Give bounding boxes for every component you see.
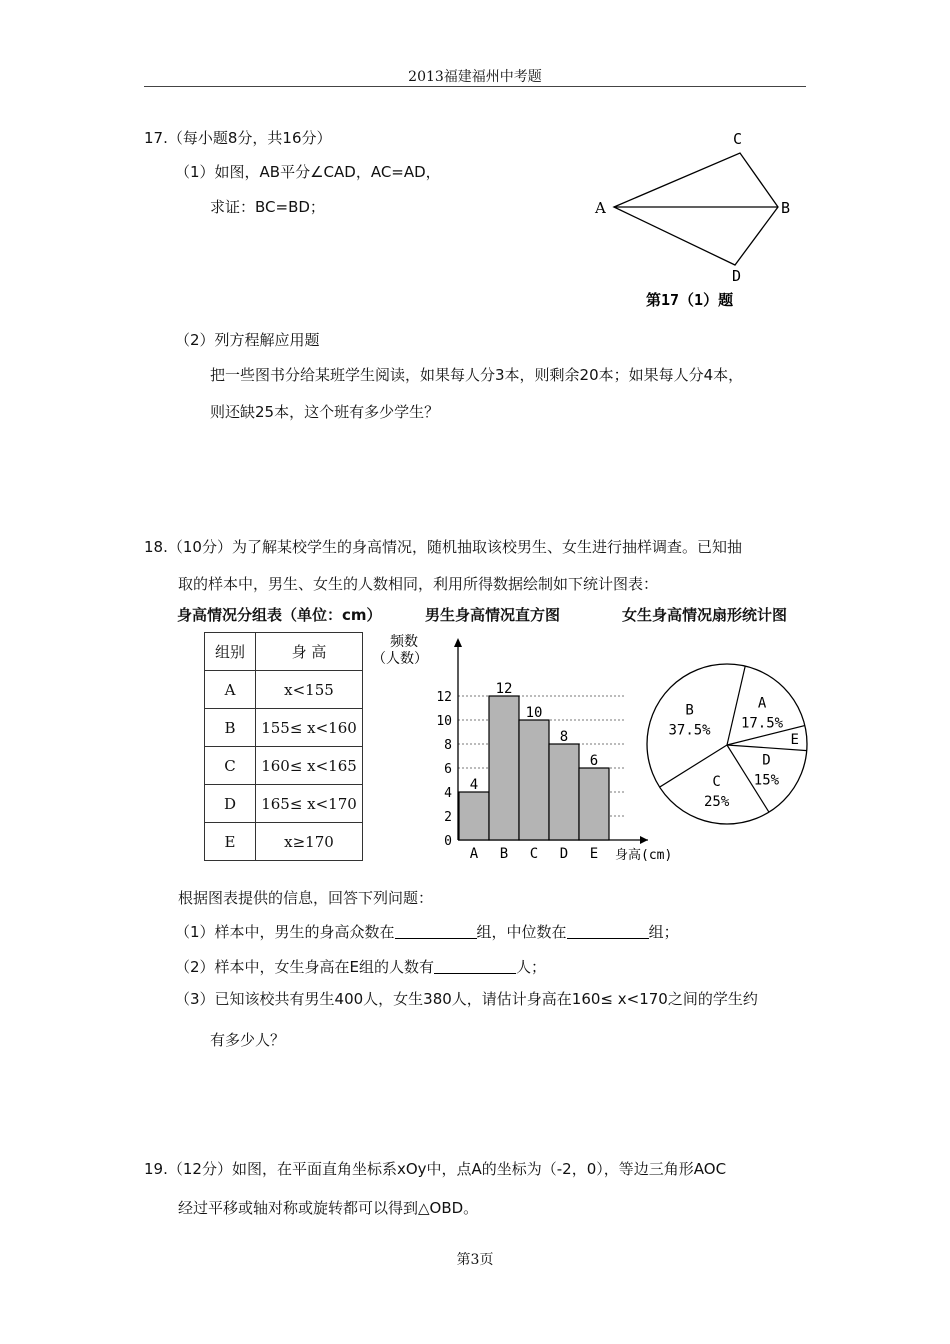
x-tick-label: D — [559, 846, 569, 862]
q18-sub3-line2: 有多少人？ — [210, 1031, 286, 1049]
q18-sub1 — [175, 921, 679, 942]
header-rule — [144, 86, 806, 87]
x-tick-label: E — [589, 846, 599, 862]
table-row — [205, 823, 363, 861]
table-cell: 155≤ x<160 — [256, 709, 363, 747]
label-d: D — [732, 267, 742, 285]
pie-slice-label: A — [757, 695, 767, 712]
y-tick-label: 10 — [436, 714, 452, 729]
height-group-table — [204, 632, 363, 861]
pie-slice-label: B — [685, 702, 694, 719]
label-c: C — [733, 130, 743, 148]
page-header: 2013福建福州中考题 — [408, 69, 542, 85]
table-header-cell: 组别 — [205, 633, 256, 671]
histogram-bar — [579, 768, 609, 840]
y-tick-label: 6 — [444, 762, 452, 777]
table-cell: x≥170 — [256, 823, 363, 861]
table-cell: C — [205, 747, 256, 785]
table-row — [205, 709, 363, 747]
label-a: A — [595, 199, 606, 217]
q19-line2: 经过平移或轴对称或旋转都可以得到△OBD。 — [178, 1199, 479, 1217]
bar-value-label: 6 — [589, 753, 599, 769]
table-cell: x<155 — [256, 671, 363, 709]
answer-blank[interactable] — [395, 924, 477, 939]
q19-line1: 19.（12分）如图，在平面直角坐标系xOy中，点A的坐标为（-2，0），等边三角形AOC — [144, 1160, 727, 1178]
table-cell: 160≤ x<165 — [256, 747, 363, 785]
male-height-histogram — [370, 628, 673, 868]
q17-part1-line1: （1）如图，AB平分∠CAD，AC=AD， — [175, 163, 441, 181]
q18-sub1-text-a: （1）样本中，男生的身高众数在 — [175, 923, 395, 941]
y-tick-label: 0 — [444, 834, 452, 849]
q18-intro: 根据图表提供的信息，回答下列问题： — [178, 889, 434, 907]
table-cell: D — [205, 785, 256, 823]
q18-sub2 — [175, 956, 546, 977]
bar-value-label: 8 — [559, 729, 569, 745]
page-number: 第3页 — [456, 1252, 494, 1268]
histogram-bar — [459, 792, 489, 840]
table-row — [205, 671, 363, 709]
pie-title: 女生身高情况扇形统计图 — [622, 606, 788, 624]
y-axis-arrow — [454, 638, 462, 647]
q18-line2: 取的样本中，男生、女生的人数相同，利用所得数据绘制如下统计图表： — [178, 575, 659, 593]
table-title: 身高情况分组表（单位：cm） — [177, 606, 382, 624]
female-height-pie-chart — [645, 662, 810, 827]
figure-caption: 第17（1）题 — [646, 291, 734, 309]
histogram-bar — [489, 696, 519, 840]
x-tick-label: C — [529, 846, 539, 862]
pie-slice-label: C — [712, 773, 721, 790]
table-cell: A — [205, 671, 256, 709]
q17-part2-line1: 把一些图书分给某班学生阅读，如果每人分3本，则剩余20本；如果每人分4本， — [210, 366, 744, 384]
pie-slice-percent: 37.5% — [668, 722, 711, 739]
label-b: B — [781, 199, 791, 217]
table-cell: 165≤ x<170 — [256, 785, 363, 823]
q18-sub2-text-b: 人； — [516, 958, 547, 976]
pie-slice-percent: 17.5% — [740, 715, 784, 732]
x-axis-arrow — [640, 836, 648, 844]
answer-blank[interactable] — [434, 959, 516, 974]
q17-kite-figure — [585, 125, 805, 315]
histogram-bar — [549, 744, 579, 840]
y-tick-label: 8 — [444, 738, 452, 753]
bar-value-label: 4 — [469, 777, 479, 793]
bar-value-label: 12 — [495, 681, 513, 697]
x-axis-label: 身高(cm) — [615, 848, 673, 863]
q18-line1: 18.（10分）为了解某校学生的身高情况，随机抽取该校男生、女生进行抽样调查。已知抽 — [144, 538, 742, 556]
q17-part2-line2: 则还缺25本，这个班有多少学生？ — [210, 403, 440, 421]
table-cell: B — [205, 709, 256, 747]
pie-slice-label: D — [762, 752, 771, 769]
bar-value-label: 10 — [525, 705, 543, 721]
kite-outline — [614, 153, 778, 265]
histogram-title: 男生身高情况直方图 — [425, 606, 561, 624]
y-axis-label-line1: 频数 — [390, 634, 418, 650]
table-row — [205, 785, 363, 823]
table-cell: E — [205, 823, 256, 861]
q18-sub1-text-c: 组； — [648, 923, 679, 941]
y-tick-label: 4 — [444, 786, 452, 801]
pie-slice-percent: 15% — [753, 772, 780, 789]
q17-part1-line2: 求证：BC=BD； — [210, 198, 325, 216]
x-tick-label: A — [469, 846, 479, 862]
table-row — [205, 747, 363, 785]
y-tick-label: 12 — [436, 690, 452, 705]
table-header-row — [205, 633, 363, 671]
pie-slice-label: E — [790, 732, 799, 749]
answer-blank[interactable] — [567, 924, 649, 939]
table-header-cell: 身 高 — [256, 633, 363, 671]
q18-sub3-line1: （3）已知该校共有男生400人，女生380人，请估计身高在160≤ x<170之间的学生约 — [175, 990, 758, 1008]
y-axis-label-line2: （人数） — [372, 651, 428, 667]
q17-part2-title: （2）列方程解应用题 — [175, 331, 320, 349]
y-tick-label: 2 — [444, 810, 452, 825]
q18-sub1-text-b: 组，中位数在 — [476, 923, 567, 941]
q17-title: 17.（每小题8分，共16分） — [144, 129, 332, 147]
x-tick-label: B — [499, 846, 509, 862]
histogram-bar — [519, 720, 549, 840]
q18-sub2-text-a: （2）样本中，女生身高在E组的人数有 — [175, 958, 435, 976]
pie-slice-percent: 25% — [704, 793, 730, 810]
